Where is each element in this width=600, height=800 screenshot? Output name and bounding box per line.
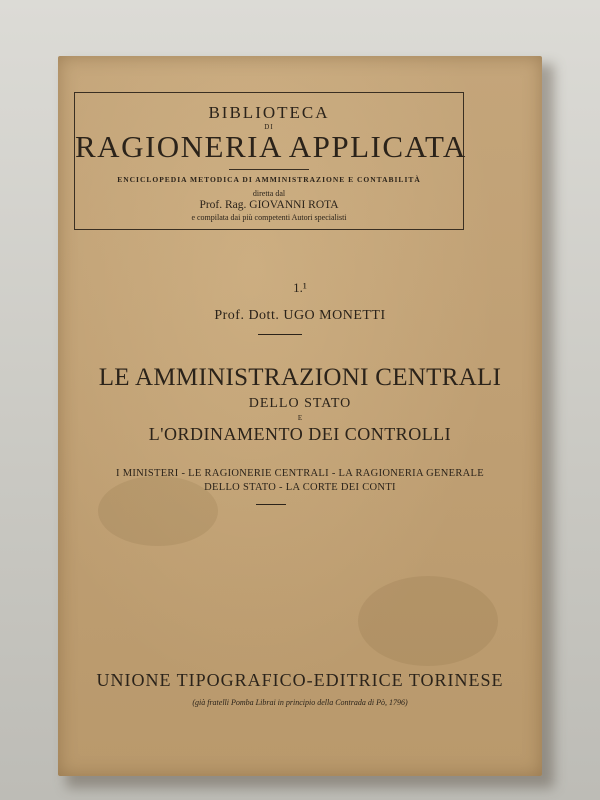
volume-number: 1.¹ — [293, 280, 307, 295]
main-title-line-2: DELLO STATO — [248, 396, 352, 411]
compiled-label: e compilata dai più competenti Autori specialisti — [191, 213, 347, 222]
contents-line-1: I MINISTERI - LE RAGIONERIE CENTRALI - LA RAGIONERIA GENERALE — [116, 468, 484, 479]
contents-rule — [256, 504, 286, 505]
series-title: RAGIONERIA APPLICATA — [75, 129, 467, 164]
main-title: LE AMMINISTRAZIONI CENTRALI — [98, 364, 502, 391]
library-label: BIBLIOTECA — [208, 103, 330, 122]
publisher-name: UNIONE TIPOGRAFICO-EDITRICE TORINESE — [96, 670, 504, 690]
contents-line-2: DELLO STATO - LA CORTE DEI CONTI — [204, 482, 396, 493]
series-header-box — [74, 92, 467, 230]
editor-name: Prof. Rag. GIOVANNI ROTA — [199, 199, 339, 211]
main-title-line-4: L'ORDINAMENTO DEI CONTROLLI — [148, 424, 452, 444]
series-rule — [229, 169, 309, 170]
author-name: Prof. Dott. UGO MONETTI — [214, 308, 386, 323]
paper-stain — [358, 576, 498, 666]
author-rule — [258, 334, 302, 335]
main-title-line-3: E — [297, 414, 303, 422]
series-subtitle: ENCICLOPEDIA METODICA DI AMMINISTRAZIONE E CONTABILITÀ — [117, 175, 421, 184]
book-cover — [58, 56, 542, 776]
directed-label: diretta dal — [252, 189, 286, 198]
di-label: DI — [264, 123, 274, 131]
publisher-note: (già fratelli Pomba Librai in principio della Contrada di Pò, 1796) — [192, 698, 408, 707]
